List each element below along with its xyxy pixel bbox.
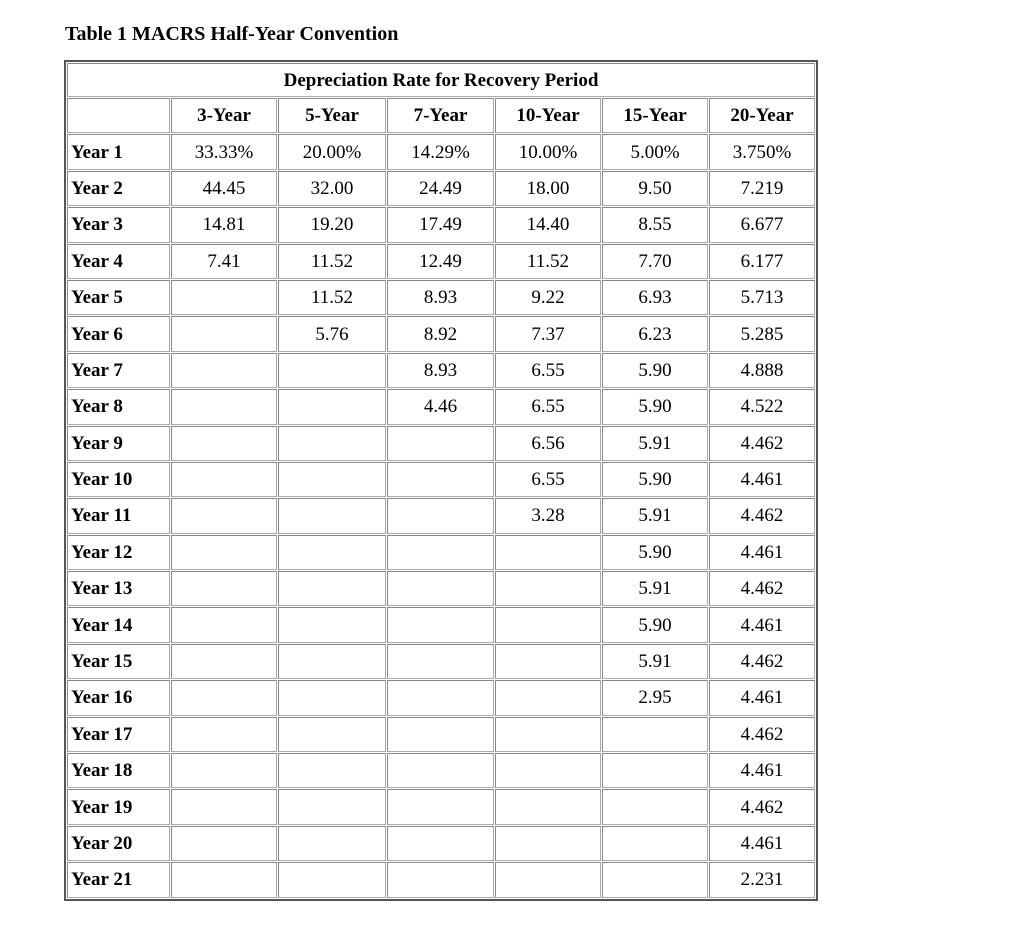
rate-cell: 12.49 (387, 244, 494, 279)
rate-cell: 5.90 (602, 389, 708, 424)
rate-cell (171, 826, 277, 861)
rate-cell (278, 680, 386, 715)
rate-cell: 9.50 (602, 171, 708, 206)
row-label: Year 17 (67, 717, 170, 752)
rate-cell (495, 644, 601, 679)
table-row (67, 426, 815, 461)
rate-cell: 8.55 (602, 207, 708, 242)
row-label: Year 10 (67, 462, 170, 497)
rate-cell: 20.00% (278, 134, 386, 169)
group-header: Depreciation Rate for Recovery Period (67, 63, 815, 97)
row-label: Year 19 (67, 789, 170, 824)
row-label: Year 13 (67, 571, 170, 606)
rate-cell: 4.461 (709, 826, 815, 861)
table-row (67, 134, 815, 169)
rate-cell: 2.95 (602, 680, 708, 715)
rate-cell (171, 316, 277, 351)
rate-cell (171, 571, 277, 606)
row-label: Year 20 (67, 826, 170, 861)
row-label: Year 16 (67, 680, 170, 715)
row-label: Year 4 (67, 244, 170, 279)
rate-cell (171, 644, 277, 679)
rate-cell: 5.91 (602, 644, 708, 679)
rate-cell: 4.461 (709, 535, 815, 570)
rate-cell: 4.461 (709, 753, 815, 788)
rate-cell (278, 753, 386, 788)
rate-cell (387, 826, 494, 861)
rate-cell: 2.231 (709, 862, 815, 897)
rate-cell (602, 753, 708, 788)
rate-cell (278, 462, 386, 497)
row-label: Year 11 (67, 498, 170, 533)
rate-cell: 5.90 (602, 535, 708, 570)
rate-cell: 4.522 (709, 389, 815, 424)
row-label: Year 6 (67, 316, 170, 351)
rate-cell (387, 571, 494, 606)
rate-cell: 5.90 (602, 607, 708, 642)
rate-cell: 5.713 (709, 280, 815, 315)
rate-cell: 4.462 (709, 571, 815, 606)
rate-cell: 3.28 (495, 498, 601, 533)
column-header-blank (67, 98, 170, 133)
rate-cell: 4.461 (709, 680, 815, 715)
macrs-table-container (64, 60, 818, 901)
rate-cell: 18.00 (495, 171, 601, 206)
row-label: Year 18 (67, 753, 170, 788)
rate-cell (495, 535, 601, 570)
table-row (67, 535, 815, 570)
rate-cell: 14.81 (171, 207, 277, 242)
row-label: Year 3 (67, 207, 170, 242)
rate-cell: 33.33% (171, 134, 277, 169)
rate-cell (171, 789, 277, 824)
rate-cell (278, 571, 386, 606)
rate-cell (171, 462, 277, 497)
rate-cell: 6.55 (495, 462, 601, 497)
rate-cell: 8.93 (387, 280, 494, 315)
rate-cell: 5.76 (278, 316, 386, 351)
rate-cell (387, 753, 494, 788)
rate-cell (171, 535, 277, 570)
rate-cell: 5.90 (602, 462, 708, 497)
rate-cell (495, 717, 601, 752)
table-row (67, 353, 815, 388)
table-caption: Table 1 MACRS Half-Year Convention (65, 23, 399, 45)
rate-cell: 4.462 (709, 717, 815, 752)
column-header: 15-Year (602, 98, 708, 133)
rate-cell (602, 862, 708, 897)
rate-cell (495, 680, 601, 715)
rate-cell (387, 862, 494, 897)
row-label: Year 12 (67, 535, 170, 570)
rate-cell (387, 535, 494, 570)
rate-cell (278, 389, 386, 424)
table-row (67, 862, 815, 897)
row-label: Year 9 (67, 426, 170, 461)
row-label: Year 2 (67, 171, 170, 206)
rate-cell: 4.462 (709, 498, 815, 533)
rate-cell (171, 862, 277, 897)
row-label: Year 1 (67, 134, 170, 169)
rate-cell (278, 644, 386, 679)
table-row (67, 244, 815, 279)
rate-cell (602, 826, 708, 861)
rate-cell: 5.91 (602, 498, 708, 533)
column-header: 7-Year (387, 98, 494, 133)
table-row (67, 462, 815, 497)
rate-cell (495, 753, 601, 788)
rate-cell (171, 717, 277, 752)
rate-cell (171, 680, 277, 715)
rate-cell: 14.29% (387, 134, 494, 169)
rate-cell: 5.285 (709, 316, 815, 351)
rate-cell (278, 607, 386, 642)
macrs-table (66, 62, 816, 899)
group-header-row (67, 63, 815, 97)
rate-cell: 4.461 (709, 607, 815, 642)
rate-cell: 11.52 (495, 244, 601, 279)
rate-cell: 4.462 (709, 426, 815, 461)
rate-cell (171, 280, 277, 315)
rate-cell (278, 353, 386, 388)
row-label: Year 15 (67, 644, 170, 679)
rate-cell (278, 826, 386, 861)
rate-cell: 7.219 (709, 171, 815, 206)
rate-cell: 9.22 (495, 280, 601, 315)
rate-cell: 6.677 (709, 207, 815, 242)
rate-cell (171, 607, 277, 642)
table-row (67, 207, 815, 242)
rate-cell (278, 789, 386, 824)
rate-cell: 10.00% (495, 134, 601, 169)
rate-cell: 4.888 (709, 353, 815, 388)
rate-cell: 14.40 (495, 207, 601, 242)
rate-cell (495, 826, 601, 861)
row-label: Year 14 (67, 607, 170, 642)
rate-cell: 6.55 (495, 389, 601, 424)
table-row (67, 789, 815, 824)
rate-cell (387, 498, 494, 533)
column-header: 10-Year (495, 98, 601, 133)
table-row (67, 389, 815, 424)
rate-cell (278, 535, 386, 570)
table-row (67, 717, 815, 752)
rate-cell (387, 680, 494, 715)
rate-cell (387, 717, 494, 752)
rate-cell (278, 862, 386, 897)
rate-cell: 6.93 (602, 280, 708, 315)
rate-cell (171, 753, 277, 788)
rate-cell: 5.91 (602, 426, 708, 461)
rate-cell: 4.462 (709, 644, 815, 679)
rate-cell (495, 862, 601, 897)
row-label: Year 5 (67, 280, 170, 315)
column-header-row (67, 98, 815, 133)
rate-cell: 19.20 (278, 207, 386, 242)
rate-cell: 6.177 (709, 244, 815, 279)
table-row (67, 826, 815, 861)
rate-cell (387, 644, 494, 679)
rate-cell: 24.49 (387, 171, 494, 206)
table-row (67, 571, 815, 606)
rate-cell: 4.461 (709, 462, 815, 497)
rate-cell (495, 571, 601, 606)
rate-cell: 8.93 (387, 353, 494, 388)
rate-cell: 7.41 (171, 244, 277, 279)
column-header: 20-Year (709, 98, 815, 133)
column-header: 5-Year (278, 98, 386, 133)
rate-cell (602, 789, 708, 824)
table-body (67, 134, 815, 897)
rate-cell: 7.70 (602, 244, 708, 279)
rate-cell (602, 717, 708, 752)
rate-cell: 32.00 (278, 171, 386, 206)
rate-cell (171, 426, 277, 461)
rate-cell: 7.37 (495, 316, 601, 351)
rate-cell (171, 498, 277, 533)
rate-cell: 11.52 (278, 280, 386, 315)
rate-cell (171, 353, 277, 388)
row-label: Year 7 (67, 353, 170, 388)
table-row (67, 171, 815, 206)
rate-cell: 3.750% (709, 134, 815, 169)
rate-cell (387, 789, 494, 824)
rate-cell: 5.00% (602, 134, 708, 169)
table-row (67, 280, 815, 315)
rate-cell (278, 717, 386, 752)
rate-cell: 4.46 (387, 389, 494, 424)
table-row (67, 753, 815, 788)
table-row (67, 498, 815, 533)
rate-cell: 44.45 (171, 171, 277, 206)
rate-cell (278, 498, 386, 533)
rate-cell: 17.49 (387, 207, 494, 242)
table-row (67, 680, 815, 715)
row-label: Year 8 (67, 389, 170, 424)
rate-cell: 5.90 (602, 353, 708, 388)
rate-cell (387, 462, 494, 497)
rate-cell: 6.23 (602, 316, 708, 351)
rate-cell (495, 607, 601, 642)
rate-cell: 11.52 (278, 244, 386, 279)
rate-cell: 8.92 (387, 316, 494, 351)
table-row (67, 644, 815, 679)
rate-cell: 6.55 (495, 353, 601, 388)
rate-cell (387, 607, 494, 642)
rate-cell (387, 426, 494, 461)
table-row (67, 316, 815, 351)
rate-cell: 5.91 (602, 571, 708, 606)
rate-cell (495, 789, 601, 824)
rate-cell (171, 389, 277, 424)
table-row (67, 607, 815, 642)
column-header: 3-Year (171, 98, 277, 133)
row-label: Year 21 (67, 862, 170, 897)
rate-cell: 4.462 (709, 789, 815, 824)
rate-cell: 6.56 (495, 426, 601, 461)
rate-cell (278, 426, 386, 461)
